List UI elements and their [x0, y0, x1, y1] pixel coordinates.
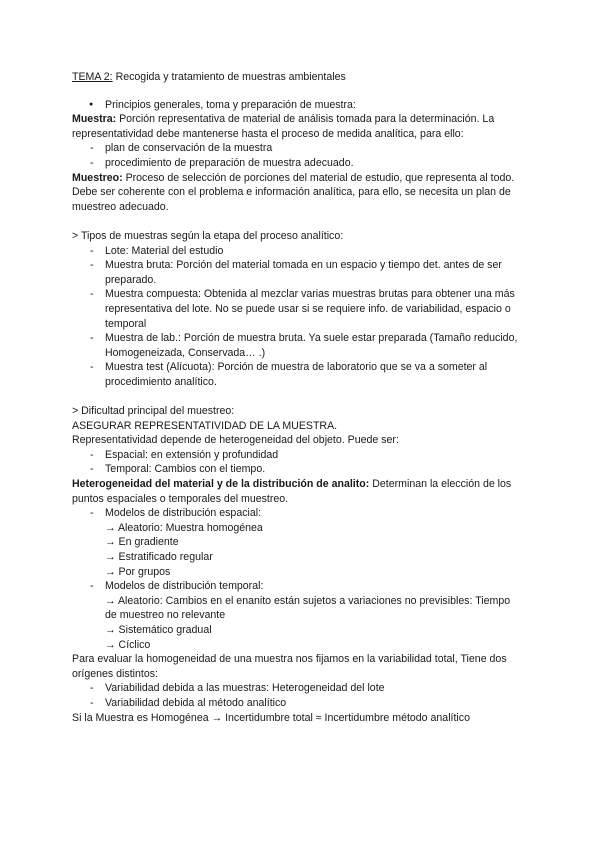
tipos-heading: > Tipos de muestras según la etapa del proceso analítico:: [72, 229, 344, 242]
list-item: - procedimiento de preparación de muestra adecuado.: [90, 156, 354, 169]
page-title: [72, 70, 520, 85]
arrow-item: → Estratificado regular: [105, 551, 213, 563]
list-item: - Lote: Material del estudio: [90, 244, 224, 257]
list-item: - Variabilidad debida al método analítico: [90, 696, 287, 709]
list-item: - Modelos de distribución temporal:: [90, 580, 264, 593]
arrow-item: → Cíclico: [105, 638, 151, 651]
title-text: Recogida y tratamiento de muestras ambientales: [112, 71, 346, 83]
homog-final: Si la Muestra es Homogénea → Incertidumbre total ≈ Incertidumbre método analítico: [72, 711, 470, 724]
list-item: - plan de conservación de la muestra: [90, 142, 273, 155]
dificultad-text: Representatividad depende de heterogeneidad del objeto. Puede ser:: [72, 434, 399, 447]
arrow-item: → Aleatorio: Cambios en el enanito están sujetos a variaciones no previsibles: Tiempo de muestreo no relevante: [105, 594, 511, 622]
title-tag: TEMA 2:: [72, 71, 113, 83]
dificultad-heading: > Dificultad principal del muestreo:: [72, 405, 235, 418]
muestreo-definition: [72, 171, 520, 215]
arrow-item: → Por grupos: [105, 565, 171, 578]
homog-text: Para evaluar la homogeneidad de una muestra nos fijamos en la variabilidad total, Tiene dos orígenes distintos:: [72, 653, 507, 680]
list-item: - Muestra de lab.: Porción de muestra bruta. Ya suele estar preparada (Tamaño reducido, Homogeneizada, Conservada… .): [90, 332, 518, 359]
muestra-text: Porción representativa de material de análisis tomada para la determinación. La representatividad debe mantenerse hasta el proceso de medida analítica, para ello:: [72, 113, 495, 140]
list-item: - Espacial: en extensión y profundidad: [90, 448, 279, 461]
list-item: - Modelos de distribución espacial:: [90, 507, 262, 520]
list-item: - Muestra compuesta: Obtenida al mezclar varias muestras brutas para obtener una más representativa del lote. No se puede usar si se requiere info. de variabilidad, espacio o temporal: [90, 288, 515, 330]
list-item: - Muestra bruta: Porción del material tomada en un espacio y tiempo det. antes de ser preparado.: [90, 259, 502, 286]
hetero-definition: [72, 477, 520, 506]
arrow-item: → Sistemático gradual: [105, 623, 212, 636]
muestra-definition: [72, 112, 520, 141]
list-item: - Muestra test (Alícuota): Porción de muestra de laboratorio que se va a someter al procedimiento analítico.: [90, 361, 488, 388]
arrow-item: → Aleatorio: Muestra homogénea: [105, 521, 263, 534]
hetero-label: Heterogeneidad del material y de la distribución de analito:: [72, 478, 370, 491]
dificultad-caps: ASEGURAR REPRESENTATIVIDAD DE LA MUESTRA.: [72, 419, 338, 432]
document-page: [72, 70, 520, 725]
list-item: - Variabilidad debida a las muestras: Heterogeneidad del lote: [90, 682, 385, 695]
muestra-label: Muestra:: [72, 113, 117, 126]
bullet-principios: ● Principios generales, toma y preparación de muestra:: [72, 98, 520, 113]
hetero-text: Determinan la elección de los puntos espaciales o temporales del muestreo.: [72, 478, 512, 505]
muestreo-label: Muestreo:: [72, 171, 123, 184]
arrow-item: → En gradiente: [105, 536, 179, 549]
list-item: - Temporal: Cambios con el tiempo.: [90, 463, 266, 476]
muestreo-text: Proceso de selección de porciones del material de estudio, que representa al todo. Debe ser coherente con el problema e información analítica, para ello, se necesita un plan de muestreo adecuado.: [72, 171, 515, 213]
